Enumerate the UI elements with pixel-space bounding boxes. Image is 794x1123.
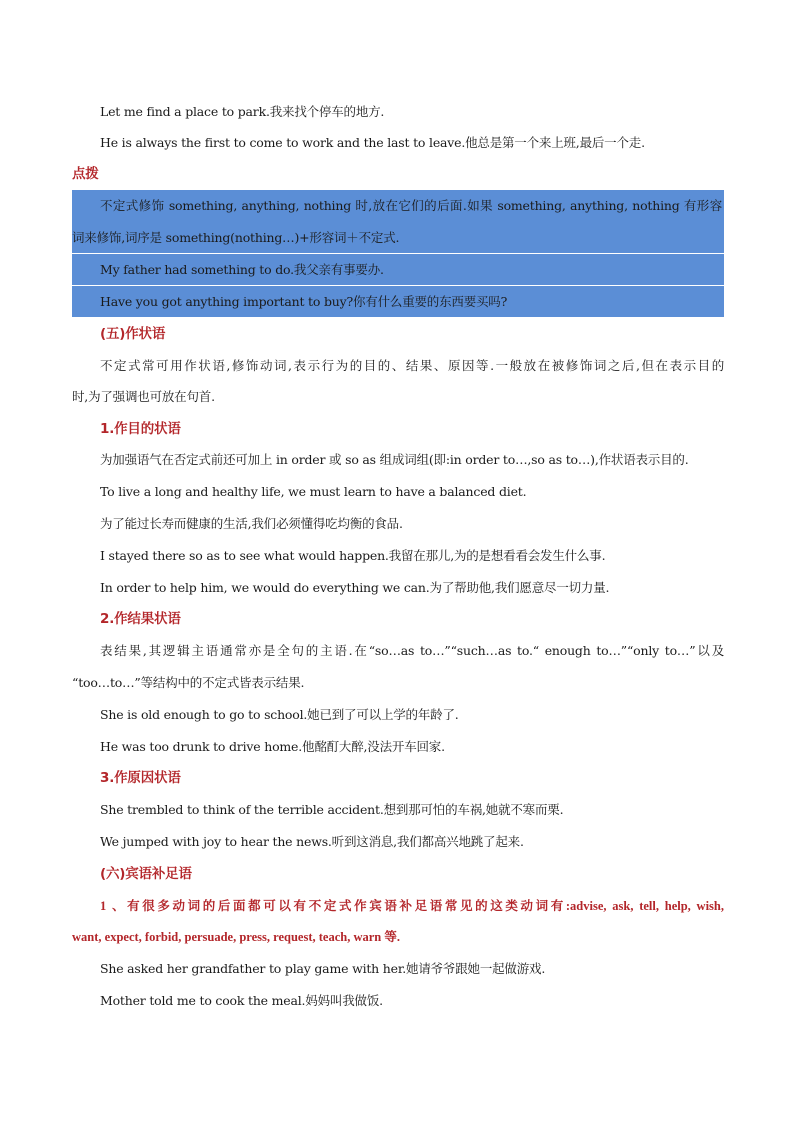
example-sentence: She is old enough to go to school.她已到了可以上学的年龄了.: [100, 707, 459, 722]
example-sentence: 为了能过长寿而健康的生活,我们必须懂得吃均衡的食品.: [100, 516, 403, 531]
paragraph: “too…to…”等结构中的不定式皆表示结果.: [72, 675, 305, 690]
section-heading: (五)作状语: [100, 326, 166, 342]
section-heading: (六)宾语补足语: [100, 866, 192, 882]
example-sentence: We jumped with joy to hear the news.听到这消息,我们都高兴地跳了起来.: [100, 834, 524, 849]
rule-text: 1 、有很多动词的后面都可以有不定式作宾语补足语常见的这类动词有:advise, ask, tell, help, wish,: [100, 899, 724, 913]
paragraph: 表结果,其逻辑主语通常亦是全句的主语.在“so…as to…”“such…as to.“ enough to…”“only to…”以及: [100, 643, 724, 658]
rule-text: want, expect, forbid, persuade, press, request, teach, warn 等.: [72, 930, 400, 944]
tip-example: Have you got anything important to buy?你有什么重要的东西要买吗?: [100, 294, 508, 309]
example-sentence: Let me find a place to park.我来找个停车的地方.: [100, 104, 385, 119]
paragraph: 时,为了强调也可放在句首.: [72, 389, 215, 404]
example-sentence: In order to help him, we would do everything we can.为了帮助他,我们愿意尽一切力量.: [100, 580, 610, 595]
dianbo-heading: 点拨: [72, 166, 99, 182]
subsection-heading: 1.作目的状语: [100, 421, 181, 437]
tip-box: [72, 190, 724, 317]
example-sentence: I stayed there so as to see what would happen.我留在那儿,为的是想看看会发生什么事.: [100, 548, 606, 563]
subsection-heading: 3.作原因状语: [100, 770, 181, 786]
tip-text: 不定式修饰 something, anything, nothing 时,放在它们的后面.如果 something, anything, nothing 有形容: [100, 198, 722, 213]
example-sentence: To live a long and healthy life, we must learn to have a balanced diet.: [100, 484, 527, 499]
example-sentence: He is always the first to come to work and the last to leave.他总是第一个来上班,最后一个走.: [100, 135, 645, 150]
paragraph: 为加强语气在否定式前还可加上 in order 或 so as 组成词组(即:in order to…,so as to…),作状语表示目的.: [100, 452, 689, 467]
tip-text: 词来修饰,词序是 something(nothing…)+形容词＋不定式.: [72, 230, 400, 245]
example-sentence: He was too drunk to drive home.他酩酊大醉,没法开车回家.: [100, 739, 445, 754]
tip-example: My father had something to do.我父亲有事要办.: [100, 262, 384, 277]
example-sentence: She asked her grandfather to play game with her.她请爷爷跟她一起做游戏.: [100, 961, 546, 976]
example-sentence: Mother told me to cook the meal.妈妈叫我做饭.: [100, 993, 383, 1008]
paragraph: 不定式常可用作状语,修饰动词,表示行为的目的、结果、原因等.一般放在被修饰词之后,但在表示目的: [100, 358, 724, 373]
example-sentence: She trembled to think of the terrible accident.想到那可怕的车祸,她就不寒而栗.: [100, 802, 564, 817]
subsection-heading: 2.作结果状语: [100, 611, 181, 627]
